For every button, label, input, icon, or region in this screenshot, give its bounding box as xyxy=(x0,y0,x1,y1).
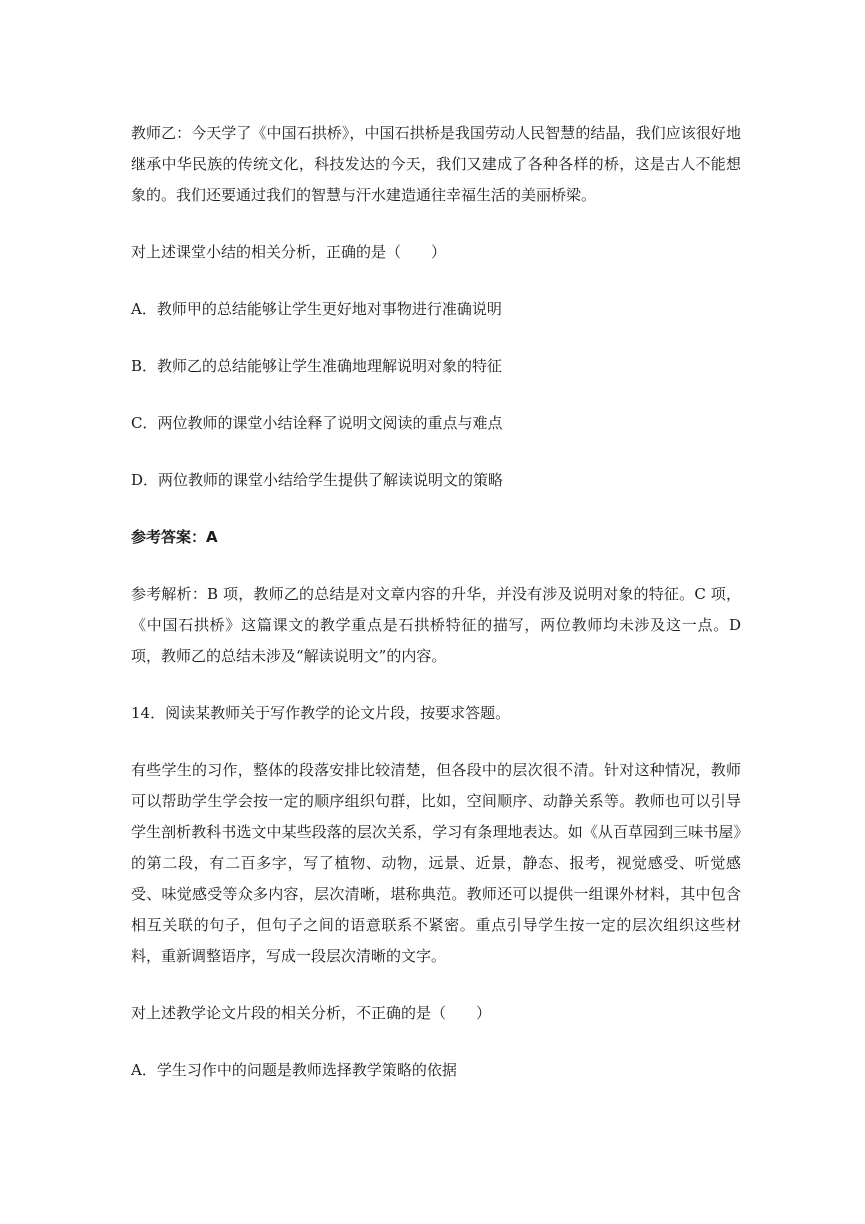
question-14-option-a: A．学生习作中的问题是教师选择教学策略的依据 xyxy=(131,1061,457,1079)
option-b: B．教师乙的总结能够让学生准确地理解说明对象的特征 xyxy=(131,357,503,375)
reference-analysis: 参考解析：B 项，教师乙的总结是对文章内容的升华，并没有涉及说明对象的特征。C 项，《中国石拱桥》这篇课文的教学重点是石拱桥特征的描写，两位教师均未涉及这一点。D 项，教师乙的总结未涉及“解读说明文”的内容。 xyxy=(131,585,741,665)
teacher-summary-paragraph: 教师乙：今天学了《中国石拱桥》，中国石拱桥是我国劳动人民智慧的结晶，我们应该很好地继承中华民族的传统文化，科技发达的今天，我们又建成了各种各样的桥，这是古人不能想象的。我们还要通过我们的智慧与汗水建造通往幸福生活的美丽桥梁。 xyxy=(131,124,741,204)
essay-passage: 有些学生的习作，整体的段落安排比较清楚，但各段中的层次很不清。针对这种情况，教师可以帮助学生学会按一定的顺序组织句群，比如，空间顺序、动静关系等。教师也可以引导学生剖析教科书选文中某些段落的层次关系，学习有条理地表达。如《从百草园到三味书屋》的第二段，有二百多字，写了植物、动物，远景、近景，静态、报考，视觉感受、听觉感受、味觉感受等众多内容，层次清晰，堪称典范。教师还可以提供一组课外材料，其中包含相互关联的句子，但句子之间的语意联系不紧密。重点引导学生按一定的层次组织这些材料，重新调整语序，写成一段层次清晰的文字。 xyxy=(131,761,741,965)
option-d: D．两位教师的课堂小结给学生提供了解读说明文的策略 xyxy=(131,471,504,489)
option-c: C．两位教师的课堂小结诠释了说明文阅读的重点与难点 xyxy=(131,414,503,432)
reference-answer: 参考答案：A xyxy=(131,528,218,546)
question-14-stem: 对上述教学论文片段的相关分析，不正确的是（ ） xyxy=(131,1004,492,1022)
question-stem: 对上述课堂小结的相关分析，正确的是（ ） xyxy=(131,243,447,261)
question-14-title: 14．阅读某教师关于写作教学的论文片段，按要求答题。 xyxy=(131,704,511,722)
document-content xyxy=(131,118,741,1086)
option-a: A．教师甲的总结能够让学生更好地对事物进行准确说明 xyxy=(131,300,502,318)
